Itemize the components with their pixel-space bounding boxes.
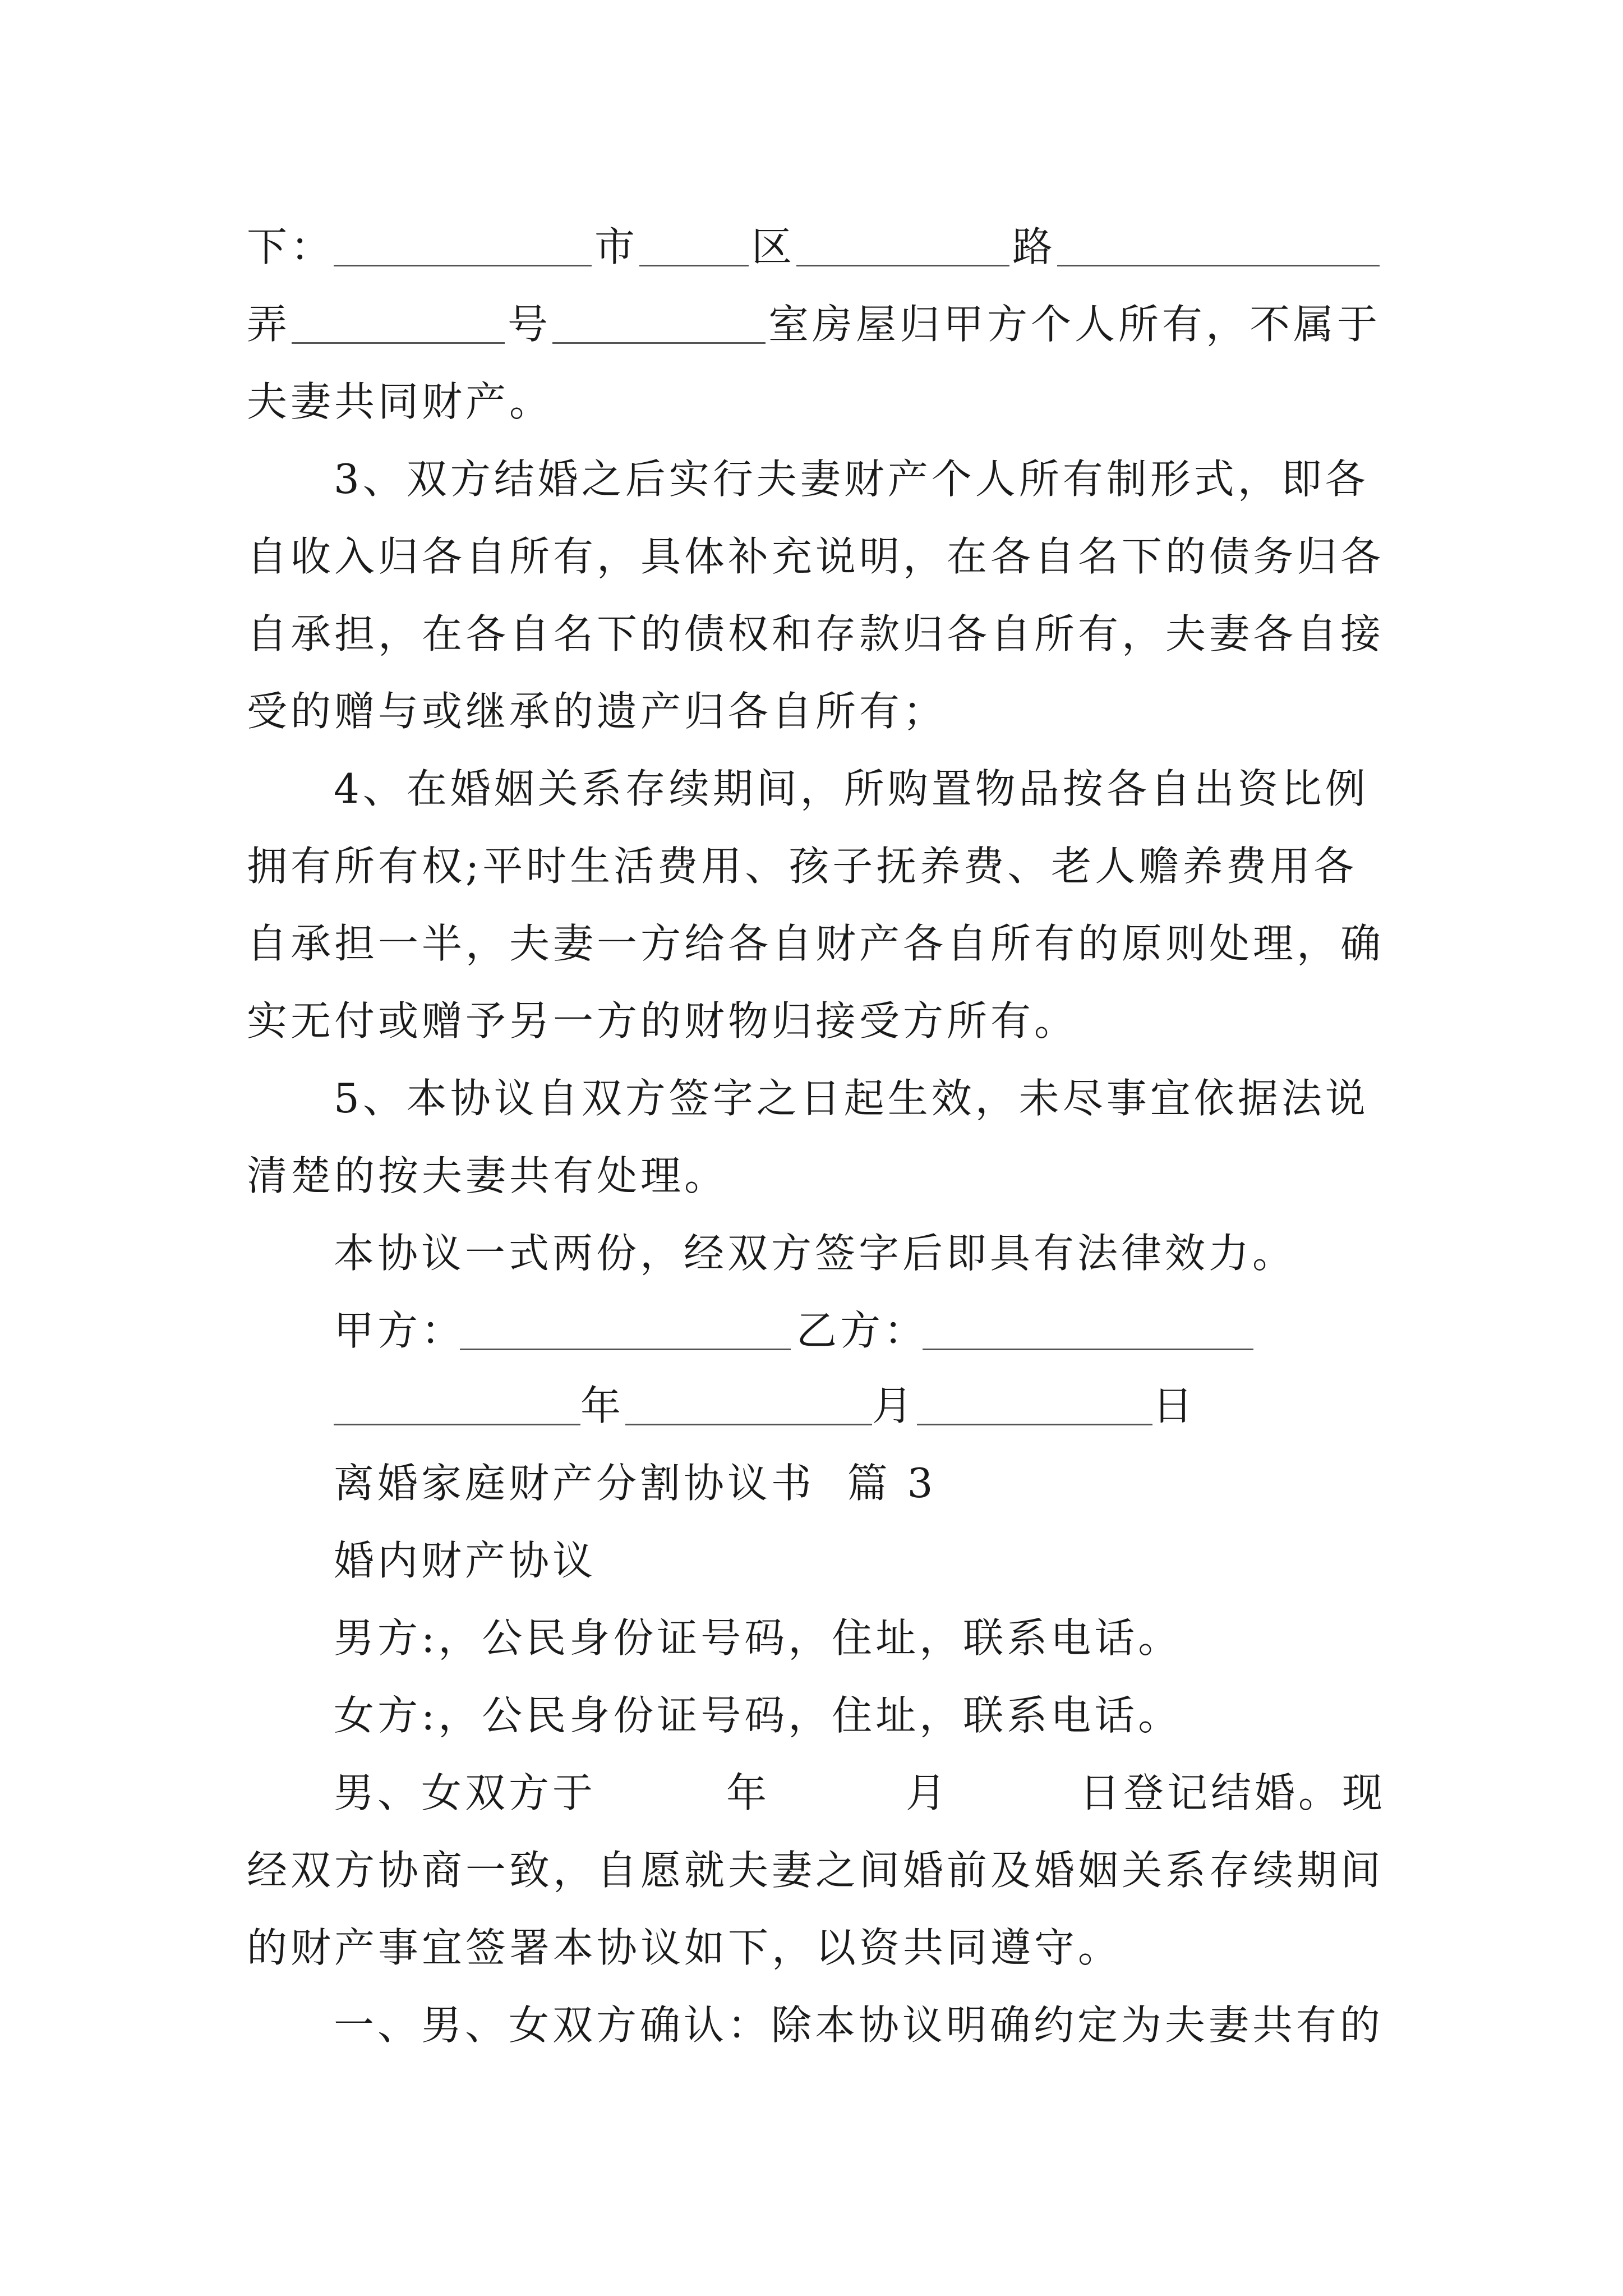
date-year: 年	[580, 1382, 625, 1429]
blank-line	[796, 265, 1009, 266]
blank-line	[460, 1349, 791, 1350]
text-hao: 号	[508, 301, 552, 348]
reg-text: 男、女双方于	[334, 1769, 597, 1816]
blank-line	[625, 1424, 872, 1425]
text-nong: 弄	[247, 301, 291, 348]
text-shi: 市	[594, 223, 639, 270]
paragraph-line: 4、在婚姻关系存续期间，所购置物品按各自出资比例	[334, 765, 1369, 812]
text-room: 室房屋归甲方个人所有，不属于	[768, 301, 1381, 348]
reg-month: 月	[906, 1769, 950, 1816]
paragraph-line: 夫妻共同财产。	[247, 378, 554, 425]
paragraph-line: 实无付或赠予另一方的财物归接受方所有。	[247, 997, 1078, 1045]
text-lu: 路	[1012, 223, 1057, 270]
paragraph-line: 拥有所有权;平时生活费用、孩子抚养费、老人赡养费用各	[247, 843, 1358, 890]
paragraph-line: 5、本协议自双方签字之日起生效，未尽事宜依据法说	[334, 1075, 1369, 1122]
paragraph-line: 清楚的按夫妻共有处理。	[247, 1152, 728, 1199]
party-a-label: 甲方：	[334, 1307, 465, 1354]
blank-line	[334, 1424, 580, 1425]
paragraph-line: 自收入归各自所有，具体补充说明，在各自名下的债务归各	[247, 533, 1385, 580]
blank-line	[917, 1424, 1152, 1425]
paragraph-line: 的财产事宜签署本协议如下，以资共同遵守。	[247, 1924, 1122, 1971]
blank-line	[923, 1349, 1253, 1350]
reg-day: 日登记结婚。现	[1080, 1769, 1386, 1816]
paragraph-line: 经双方协商一致，自愿就夫妻之间婚前及婚姻关系存续期间	[247, 1847, 1385, 1894]
paragraph-line: 自承担，在各自名下的债权和存款归各自所有，夫妻各自接	[247, 610, 1385, 657]
paragraph-line: 一、男、女双方确认：除本协议明确约定为夫妻共有的	[334, 2001, 1384, 2049]
blank-line	[334, 265, 592, 266]
blank-line	[639, 265, 749, 266]
section-heading: 离婚家庭财产分割协议书 篇 3	[334, 1460, 937, 1507]
female-party-line: 女方:，公民身份证号码，住址，联系电话。	[334, 1692, 1182, 1739]
paragraph-line: 受的赠与或继承的遗产归各自所有；	[247, 688, 947, 735]
paragraph-line: 自承担一半，夫妻一方给各自财产各自所有的原则处理，确	[247, 920, 1385, 967]
party-b-label: 乙方：	[796, 1307, 928, 1354]
paragraph-line: 3、双方结婚之后实行夫妻财产个人所有制形式，即各	[334, 455, 1369, 503]
reg-year: 年	[726, 1769, 771, 1816]
blank-line	[292, 342, 505, 344]
male-party-line: 男方:，公民身份证号码，住址，联系电话。	[334, 1614, 1182, 1662]
date-day: 日	[1152, 1382, 1197, 1429]
date-month: 月	[872, 1382, 916, 1429]
text-qu: 区	[751, 223, 796, 270]
blank-line	[1057, 265, 1380, 266]
blank-line	[552, 342, 766, 344]
text-xia: 下：	[247, 223, 335, 270]
paragraph-line: 本协议一式两份，经双方签字后即具有法律效力。	[334, 1230, 1297, 1277]
section-subheading: 婚内财产协议	[334, 1537, 597, 1584]
